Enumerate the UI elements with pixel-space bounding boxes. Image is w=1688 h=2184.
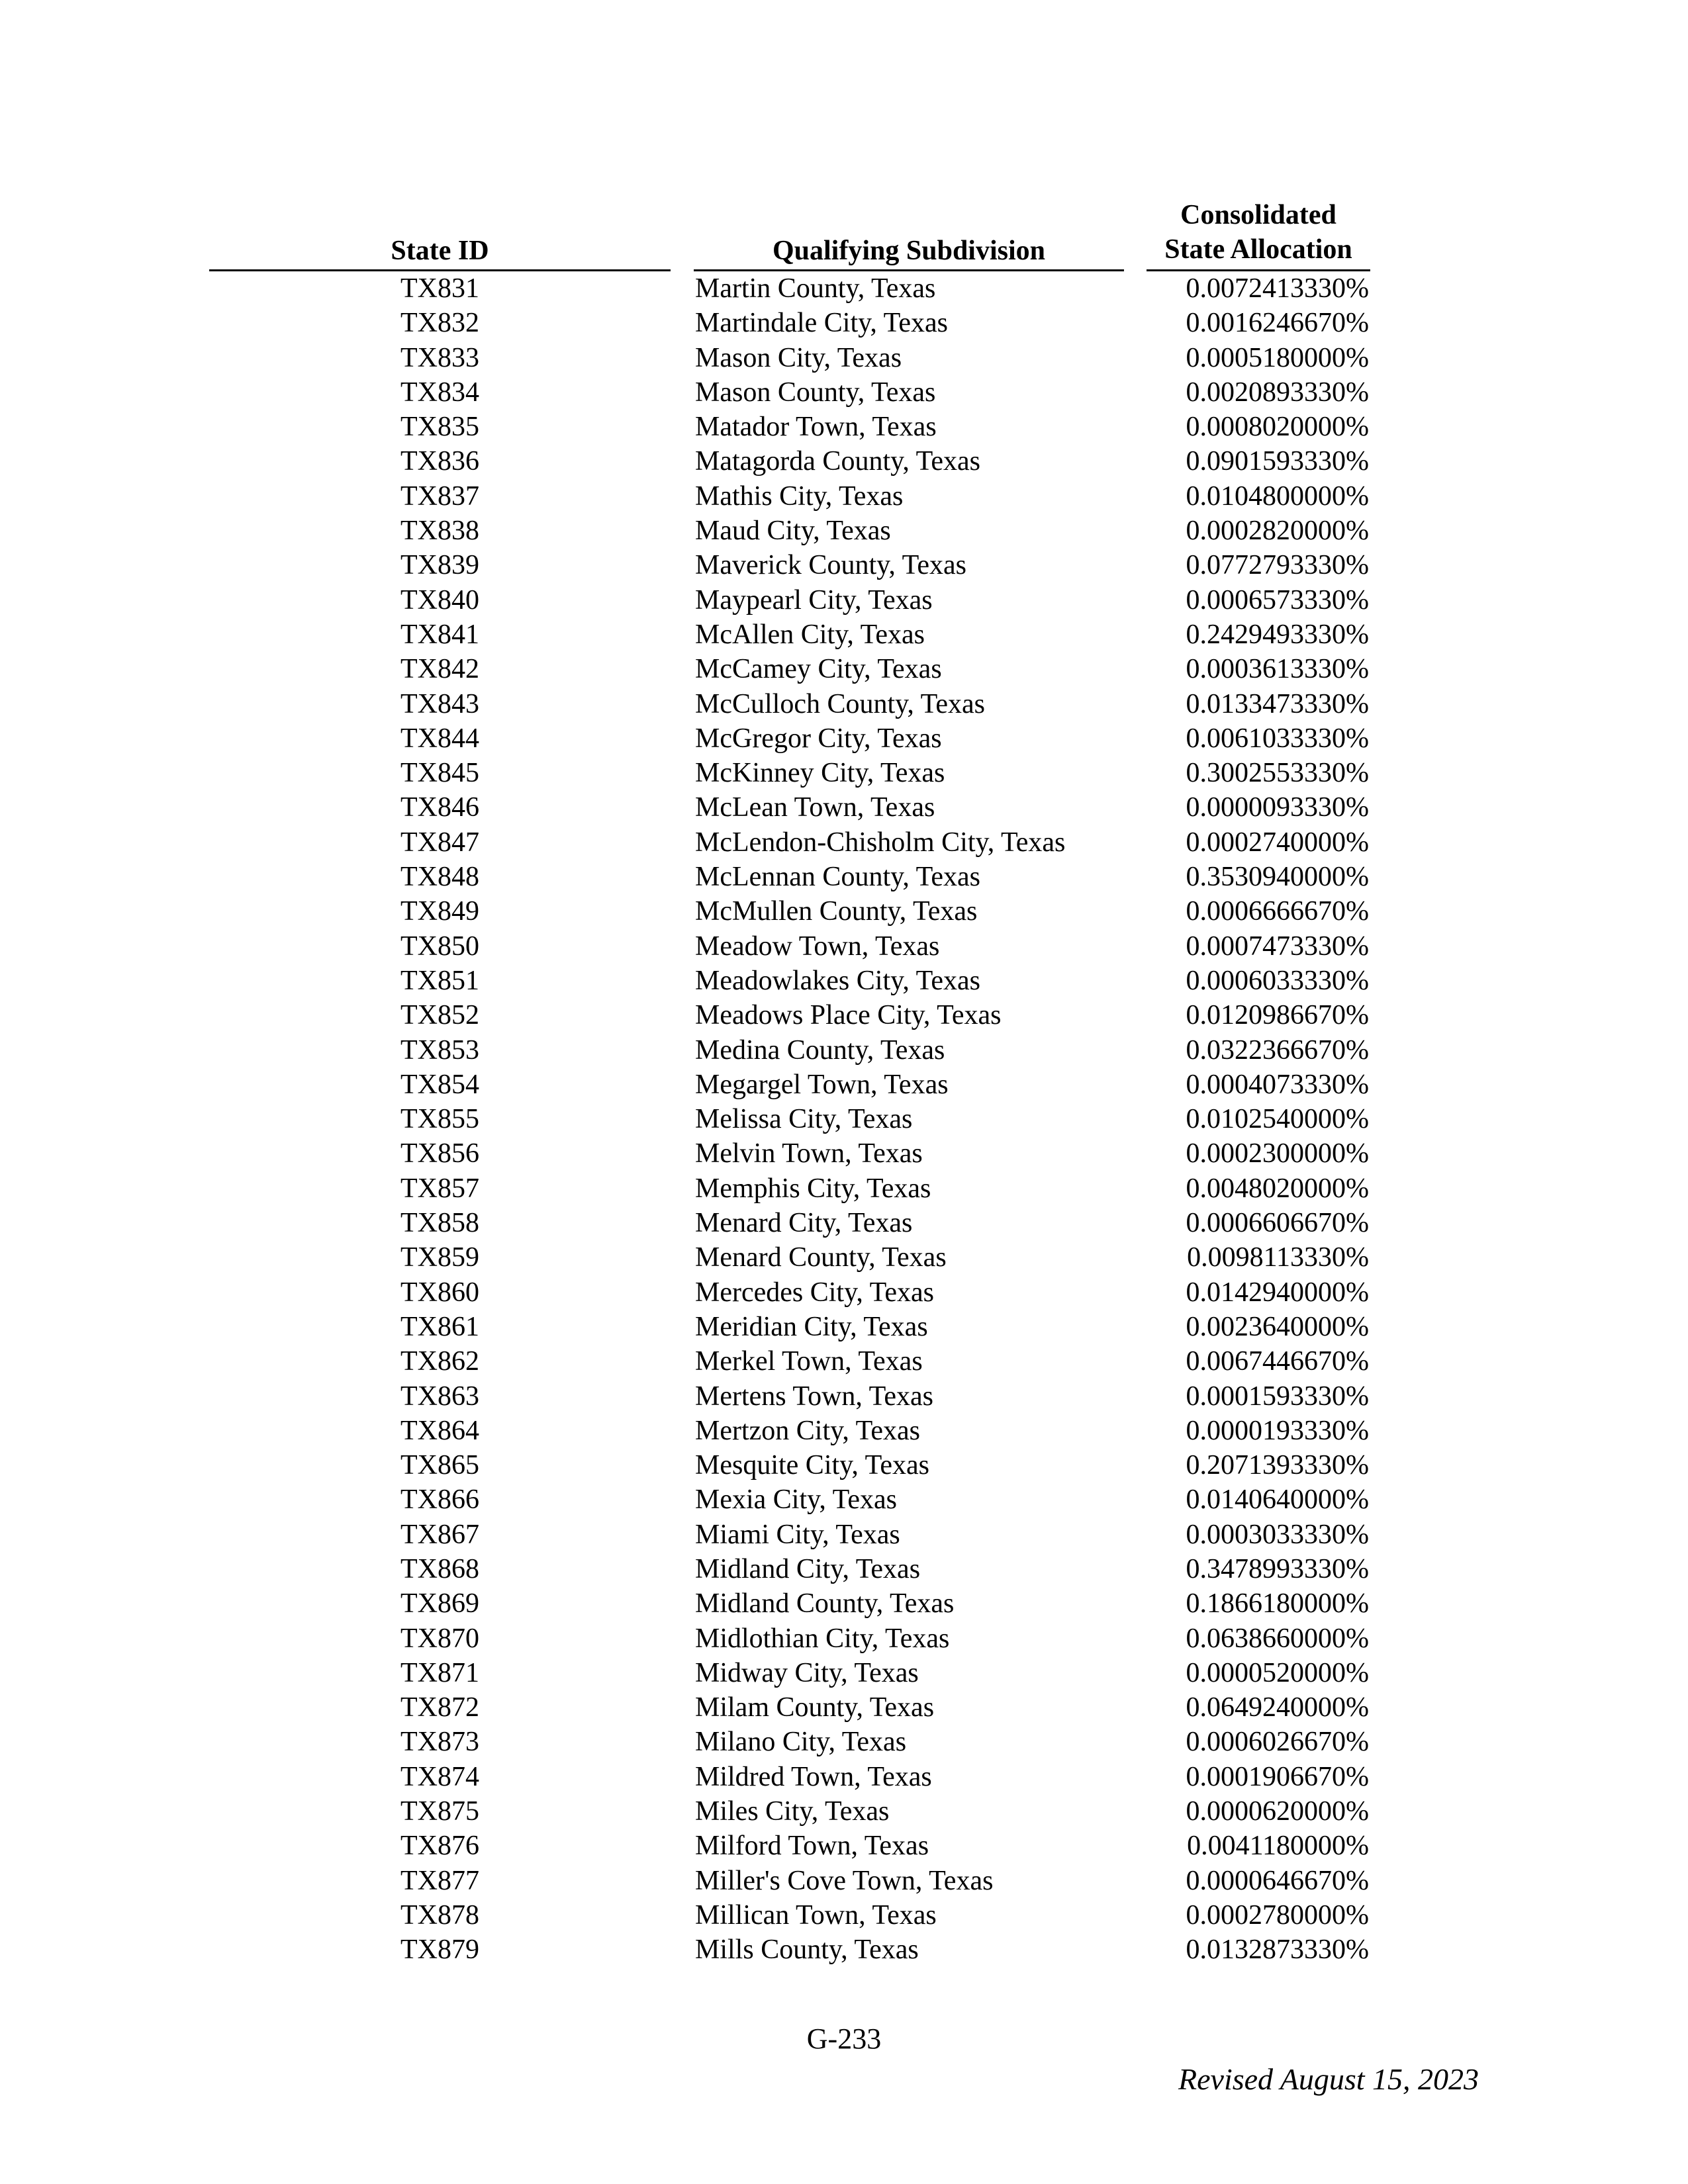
cell-state-id: TX868 xyxy=(400,1553,479,1584)
cell-state-id: TX869 xyxy=(400,1588,479,1619)
cell-state-allocation: 0.0008020000% xyxy=(1186,412,1369,443)
table-row xyxy=(0,1344,1688,1379)
table-row xyxy=(0,583,1688,617)
cell-state-allocation: 0.0901593330% xyxy=(1186,446,1369,477)
cell-qualifying-subdivision: Menard County, Texas xyxy=(695,1242,947,1273)
table-row xyxy=(0,1310,1688,1344)
cell-state-id: TX836 xyxy=(400,446,479,477)
table-row xyxy=(0,410,1688,444)
cell-qualifying-subdivision: Maypearl City, Texas xyxy=(695,584,933,615)
cell-qualifying-subdivision: Miller's Cove Town, Texas xyxy=(695,1865,994,1896)
cell-state-allocation: 0.0000620000% xyxy=(1186,1796,1369,1827)
cell-qualifying-subdivision: Mills County, Texas xyxy=(695,1934,919,1966)
cell-qualifying-subdivision: Midway City, Texas xyxy=(695,1657,919,1688)
table-row xyxy=(0,1586,1688,1621)
cell-state-id: TX858 xyxy=(400,1208,479,1239)
cell-state-id: TX861 xyxy=(400,1311,479,1342)
cell-state-allocation: 0.3002553330% xyxy=(1186,758,1369,789)
cell-state-allocation: 0.0072413330% xyxy=(1186,273,1369,304)
table-row xyxy=(0,1033,1688,1068)
table-row xyxy=(0,1275,1688,1310)
cell-state-allocation: 0.0104800000% xyxy=(1186,480,1369,512)
cell-state-allocation: 0.0006606670% xyxy=(1186,1208,1369,1239)
table-row xyxy=(0,617,1688,652)
cell-state-id: TX855 xyxy=(400,1104,479,1135)
table-row xyxy=(0,271,1688,306)
cell-state-allocation: 0.0001906670% xyxy=(1186,1761,1369,1792)
column-header-state-allocation xyxy=(1147,198,1370,267)
cell-qualifying-subdivision: Mathis City, Texas xyxy=(695,480,904,512)
table-row xyxy=(0,1864,1688,1898)
cell-qualifying-subdivision: Milford Town, Texas xyxy=(695,1831,929,1862)
cell-qualifying-subdivision: Millican Town, Texas xyxy=(695,1899,937,1931)
cell-qualifying-subdivision: Mexia City, Texas xyxy=(695,1484,898,1516)
cell-state-allocation: 0.0006573330% xyxy=(1186,584,1369,615)
cell-qualifying-subdivision: Mertens Town, Texas xyxy=(695,1381,934,1412)
cell-state-id: TX852 xyxy=(400,1000,479,1031)
cell-state-id: TX875 xyxy=(400,1796,479,1827)
cell-state-allocation: 0.0023640000% xyxy=(1186,1311,1369,1342)
cell-state-id: TX842 xyxy=(400,654,479,685)
cell-state-id: TX879 xyxy=(400,1934,479,1966)
cell-state-id: TX877 xyxy=(400,1865,479,1896)
cell-state-allocation: 0.0000093330% xyxy=(1186,792,1369,823)
cell-state-allocation: 0.0002820000% xyxy=(1186,516,1369,547)
cell-state-id: TX872 xyxy=(400,1692,479,1723)
table-row xyxy=(0,929,1688,964)
cell-state-id: TX847 xyxy=(400,827,479,858)
cell-state-allocation: 0.0772793330% xyxy=(1186,550,1369,581)
cell-state-id: TX844 xyxy=(400,723,479,754)
cell-qualifying-subdivision: Merkel Town, Texas xyxy=(695,1346,923,1377)
cell-qualifying-subdivision: Matador Town, Texas xyxy=(695,412,937,443)
cell-state-id: TX854 xyxy=(400,1069,479,1100)
cell-state-allocation: 0.1866180000% xyxy=(1186,1588,1369,1619)
table-row xyxy=(0,1656,1688,1690)
cell-state-allocation: 0.2429493330% xyxy=(1186,619,1369,650)
cell-qualifying-subdivision: Medina County, Texas xyxy=(695,1034,945,1066)
cell-state-allocation: 0.0003033330% xyxy=(1186,1519,1369,1550)
cell-state-allocation: 0.0002740000% xyxy=(1186,827,1369,858)
revision-date: Revised August 15, 2023 xyxy=(1178,2062,1479,2096)
cell-state-id: TX848 xyxy=(400,862,479,893)
table-row xyxy=(0,1933,1688,1967)
cell-qualifying-subdivision: Melissa City, Texas xyxy=(695,1104,913,1135)
cell-qualifying-subdivision: Matagorda County, Texas xyxy=(695,446,980,477)
cell-state-id: TX843 xyxy=(400,688,479,719)
cell-state-id: TX859 xyxy=(400,1242,479,1273)
table-row xyxy=(0,1518,1688,1552)
cell-qualifying-subdivision: McCamey City, Texas xyxy=(695,654,942,685)
cell-qualifying-subdivision: McAllen City, Texas xyxy=(695,619,925,650)
column-header-qualifying-subdivision: Qualifying Subdivision xyxy=(772,236,1046,266)
cell-qualifying-subdivision: Maud City, Texas xyxy=(695,516,891,547)
cell-state-id: TX862 xyxy=(400,1346,479,1377)
table-row xyxy=(0,1482,1688,1517)
cell-state-allocation: 0.0048020000% xyxy=(1186,1173,1369,1204)
cell-qualifying-subdivision: McCulloch County, Texas xyxy=(695,688,986,719)
table-row xyxy=(0,375,1688,410)
table-row xyxy=(0,1690,1688,1725)
cell-qualifying-subdivision: Meadows Place City, Texas xyxy=(695,1000,1002,1031)
cell-qualifying-subdivision: Mildred Town, Texas xyxy=(695,1761,932,1792)
cell-state-id: TX878 xyxy=(400,1899,479,1931)
column-header-allocation-line2: State Allocation xyxy=(1164,234,1352,265)
cell-state-id: TX867 xyxy=(400,1519,479,1550)
table-row xyxy=(0,1794,1688,1829)
table-row xyxy=(0,790,1688,825)
table-row xyxy=(0,1414,1688,1448)
page-number: G-233 xyxy=(806,2023,882,2055)
cell-state-id: TX860 xyxy=(400,1277,479,1308)
cell-state-allocation: 0.2071393330% xyxy=(1186,1450,1369,1481)
table-row xyxy=(0,1760,1688,1794)
cell-state-id: TX873 xyxy=(400,1727,479,1758)
cell-state-id: TX840 xyxy=(400,584,479,615)
table-row xyxy=(0,1829,1688,1863)
cell-state-allocation: 0.0000520000% xyxy=(1186,1657,1369,1688)
table-row xyxy=(0,1171,1688,1206)
cell-qualifying-subdivision: Mesquite City, Texas xyxy=(695,1450,930,1481)
table-row xyxy=(0,1102,1688,1136)
cell-state-id: TX857 xyxy=(400,1173,479,1204)
cell-state-allocation: 0.0061033330% xyxy=(1186,723,1369,754)
table-row xyxy=(0,514,1688,548)
table-row xyxy=(0,1240,1688,1275)
cell-state-allocation: 0.0102540000% xyxy=(1186,1104,1369,1135)
cell-state-allocation: 0.0133473330% xyxy=(1186,688,1369,719)
table-row xyxy=(0,1725,1688,1759)
table-row xyxy=(0,1621,1688,1656)
cell-state-id: TX831 xyxy=(400,273,479,304)
cell-state-allocation: 0.0000193330% xyxy=(1186,1415,1369,1446)
cell-state-id: TX874 xyxy=(400,1761,479,1792)
cell-state-allocation: 0.0067446670% xyxy=(1186,1346,1369,1377)
cell-state-allocation: 0.0003613330% xyxy=(1186,654,1369,685)
cell-qualifying-subdivision: Maverick County, Texas xyxy=(695,550,966,581)
cell-state-id: TX839 xyxy=(400,550,479,581)
table-row xyxy=(0,652,1688,686)
cell-qualifying-subdivision: Mason County, Texas xyxy=(695,377,936,408)
cell-qualifying-subdivision: Mertzon City, Texas xyxy=(695,1415,920,1446)
cell-state-id: TX837 xyxy=(400,480,479,512)
cell-state-id: TX856 xyxy=(400,1138,479,1169)
cell-qualifying-subdivision: Miami City, Texas xyxy=(695,1519,900,1550)
table-row xyxy=(0,998,1688,1032)
cell-qualifying-subdivision: Miles City, Texas xyxy=(695,1796,890,1827)
allocation-table-body xyxy=(0,271,1688,1968)
column-header-state-id: State ID xyxy=(391,236,489,266)
cell-state-allocation: 0.0649240000% xyxy=(1186,1692,1369,1723)
cell-state-allocation: 0.0140640000% xyxy=(1186,1484,1369,1516)
cell-state-allocation: 0.0638660000% xyxy=(1186,1623,1369,1654)
cell-state-allocation: 0.0006033330% xyxy=(1186,965,1369,996)
cell-state-id: TX849 xyxy=(400,896,479,927)
cell-qualifying-subdivision: Milam County, Texas xyxy=(695,1692,935,1723)
cell-state-allocation: 0.0006026670% xyxy=(1186,1727,1369,1758)
cell-state-id: TX834 xyxy=(400,377,479,408)
table-row xyxy=(0,860,1688,894)
cell-state-allocation: 0.3478993330% xyxy=(1186,1553,1369,1584)
cell-state-id: TX870 xyxy=(400,1623,479,1654)
cell-qualifying-subdivision: Meridian City, Texas xyxy=(695,1311,928,1342)
cell-state-allocation: 0.0041180000% xyxy=(1187,1831,1369,1862)
cell-state-allocation: 0.3530940000% xyxy=(1186,862,1369,893)
table-row xyxy=(0,1206,1688,1240)
cell-state-id: TX835 xyxy=(400,412,479,443)
cell-qualifying-subdivision: Menard City, Texas xyxy=(695,1208,913,1239)
table-row xyxy=(0,1898,1688,1933)
cell-state-id: TX865 xyxy=(400,1450,479,1481)
cell-qualifying-subdivision: Meadow Town, Texas xyxy=(695,931,940,962)
table-row xyxy=(0,964,1688,998)
table-row xyxy=(0,721,1688,756)
cell-qualifying-subdivision: McLennan County, Texas xyxy=(695,862,980,893)
table-row xyxy=(0,825,1688,860)
table-row xyxy=(0,756,1688,790)
cell-state-allocation: 0.0120986670% xyxy=(1186,1000,1369,1031)
cell-qualifying-subdivision: Martin County, Texas xyxy=(695,273,936,304)
cell-state-allocation: 0.0016246670% xyxy=(1186,308,1369,339)
cell-state-allocation: 0.0001593330% xyxy=(1186,1381,1369,1412)
cell-qualifying-subdivision: McMullen County, Texas xyxy=(695,896,978,927)
cell-qualifying-subdivision: Milano City, Texas xyxy=(695,1727,907,1758)
cell-state-allocation: 0.0000646670% xyxy=(1186,1865,1369,1896)
table-row xyxy=(0,1448,1688,1482)
cell-state-id: TX833 xyxy=(400,342,479,373)
cell-state-id: TX846 xyxy=(400,792,479,823)
cell-state-id: TX871 xyxy=(400,1657,479,1688)
table-row xyxy=(0,687,1688,721)
cell-state-allocation: 0.0005180000% xyxy=(1186,342,1369,373)
cell-state-id: TX863 xyxy=(400,1381,479,1412)
table-row xyxy=(0,1379,1688,1414)
cell-state-id: TX866 xyxy=(400,1484,479,1516)
cell-state-allocation: 0.0322366670% xyxy=(1186,1034,1369,1066)
column-header-allocation-line1: Consolidated xyxy=(1180,200,1336,230)
cell-qualifying-subdivision: Midland City, Texas xyxy=(695,1553,921,1584)
cell-qualifying-subdivision: McKinney City, Texas xyxy=(695,758,945,789)
cell-qualifying-subdivision: McLean Town, Texas xyxy=(695,792,935,823)
cell-qualifying-subdivision: Mason City, Texas xyxy=(695,342,902,373)
cell-state-id: TX876 xyxy=(400,1831,479,1862)
cell-state-id: TX850 xyxy=(400,931,479,962)
cell-qualifying-subdivision: Midland County, Texas xyxy=(695,1588,955,1619)
cell-qualifying-subdivision: McGregor City, Texas xyxy=(695,723,942,754)
cell-qualifying-subdivision: Memphis City, Texas xyxy=(695,1173,931,1204)
cell-state-id: TX864 xyxy=(400,1415,479,1446)
cell-state-allocation: 0.0142940000% xyxy=(1186,1277,1369,1308)
cell-qualifying-subdivision: Midlothian City, Texas xyxy=(695,1623,950,1654)
cell-state-allocation: 0.0132873330% xyxy=(1186,1934,1369,1966)
cell-state-allocation: 0.0002780000% xyxy=(1186,1899,1369,1931)
table-row xyxy=(0,341,1688,375)
cell-qualifying-subdivision: McLendon-Chisholm City, Texas xyxy=(695,827,1066,858)
cell-state-allocation: 0.0002300000% xyxy=(1186,1138,1369,1169)
table-row xyxy=(0,894,1688,929)
cell-state-id: TX845 xyxy=(400,758,479,789)
cell-qualifying-subdivision: Mercedes City, Texas xyxy=(695,1277,934,1308)
cell-state-id: TX841 xyxy=(400,619,479,650)
table-row xyxy=(0,548,1688,582)
cell-qualifying-subdivision: Melvin Town, Texas xyxy=(695,1138,923,1169)
cell-qualifying-subdivision: Martindale City, Texas xyxy=(695,308,948,339)
table-row xyxy=(0,479,1688,514)
cell-qualifying-subdivision: Meadowlakes City, Texas xyxy=(695,965,980,996)
cell-state-allocation: 0.0004073330% xyxy=(1186,1069,1369,1100)
cell-state-id: TX851 xyxy=(400,965,479,996)
table-row xyxy=(0,306,1688,340)
table-row xyxy=(0,444,1688,478)
table-row xyxy=(0,1552,1688,1586)
cell-state-allocation: 0.0006666670% xyxy=(1186,896,1369,927)
table-row xyxy=(0,1136,1688,1171)
cell-state-id: TX838 xyxy=(400,516,479,547)
cell-state-id: TX832 xyxy=(400,308,479,339)
cell-state-id: TX853 xyxy=(400,1034,479,1066)
cell-state-allocation: 0.0098113330% xyxy=(1187,1242,1369,1273)
cell-qualifying-subdivision: Megargel Town, Texas xyxy=(695,1069,949,1100)
cell-state-allocation: 0.0020893330% xyxy=(1186,377,1369,408)
cell-state-allocation: 0.0007473330% xyxy=(1186,931,1369,962)
table-row xyxy=(0,1068,1688,1102)
